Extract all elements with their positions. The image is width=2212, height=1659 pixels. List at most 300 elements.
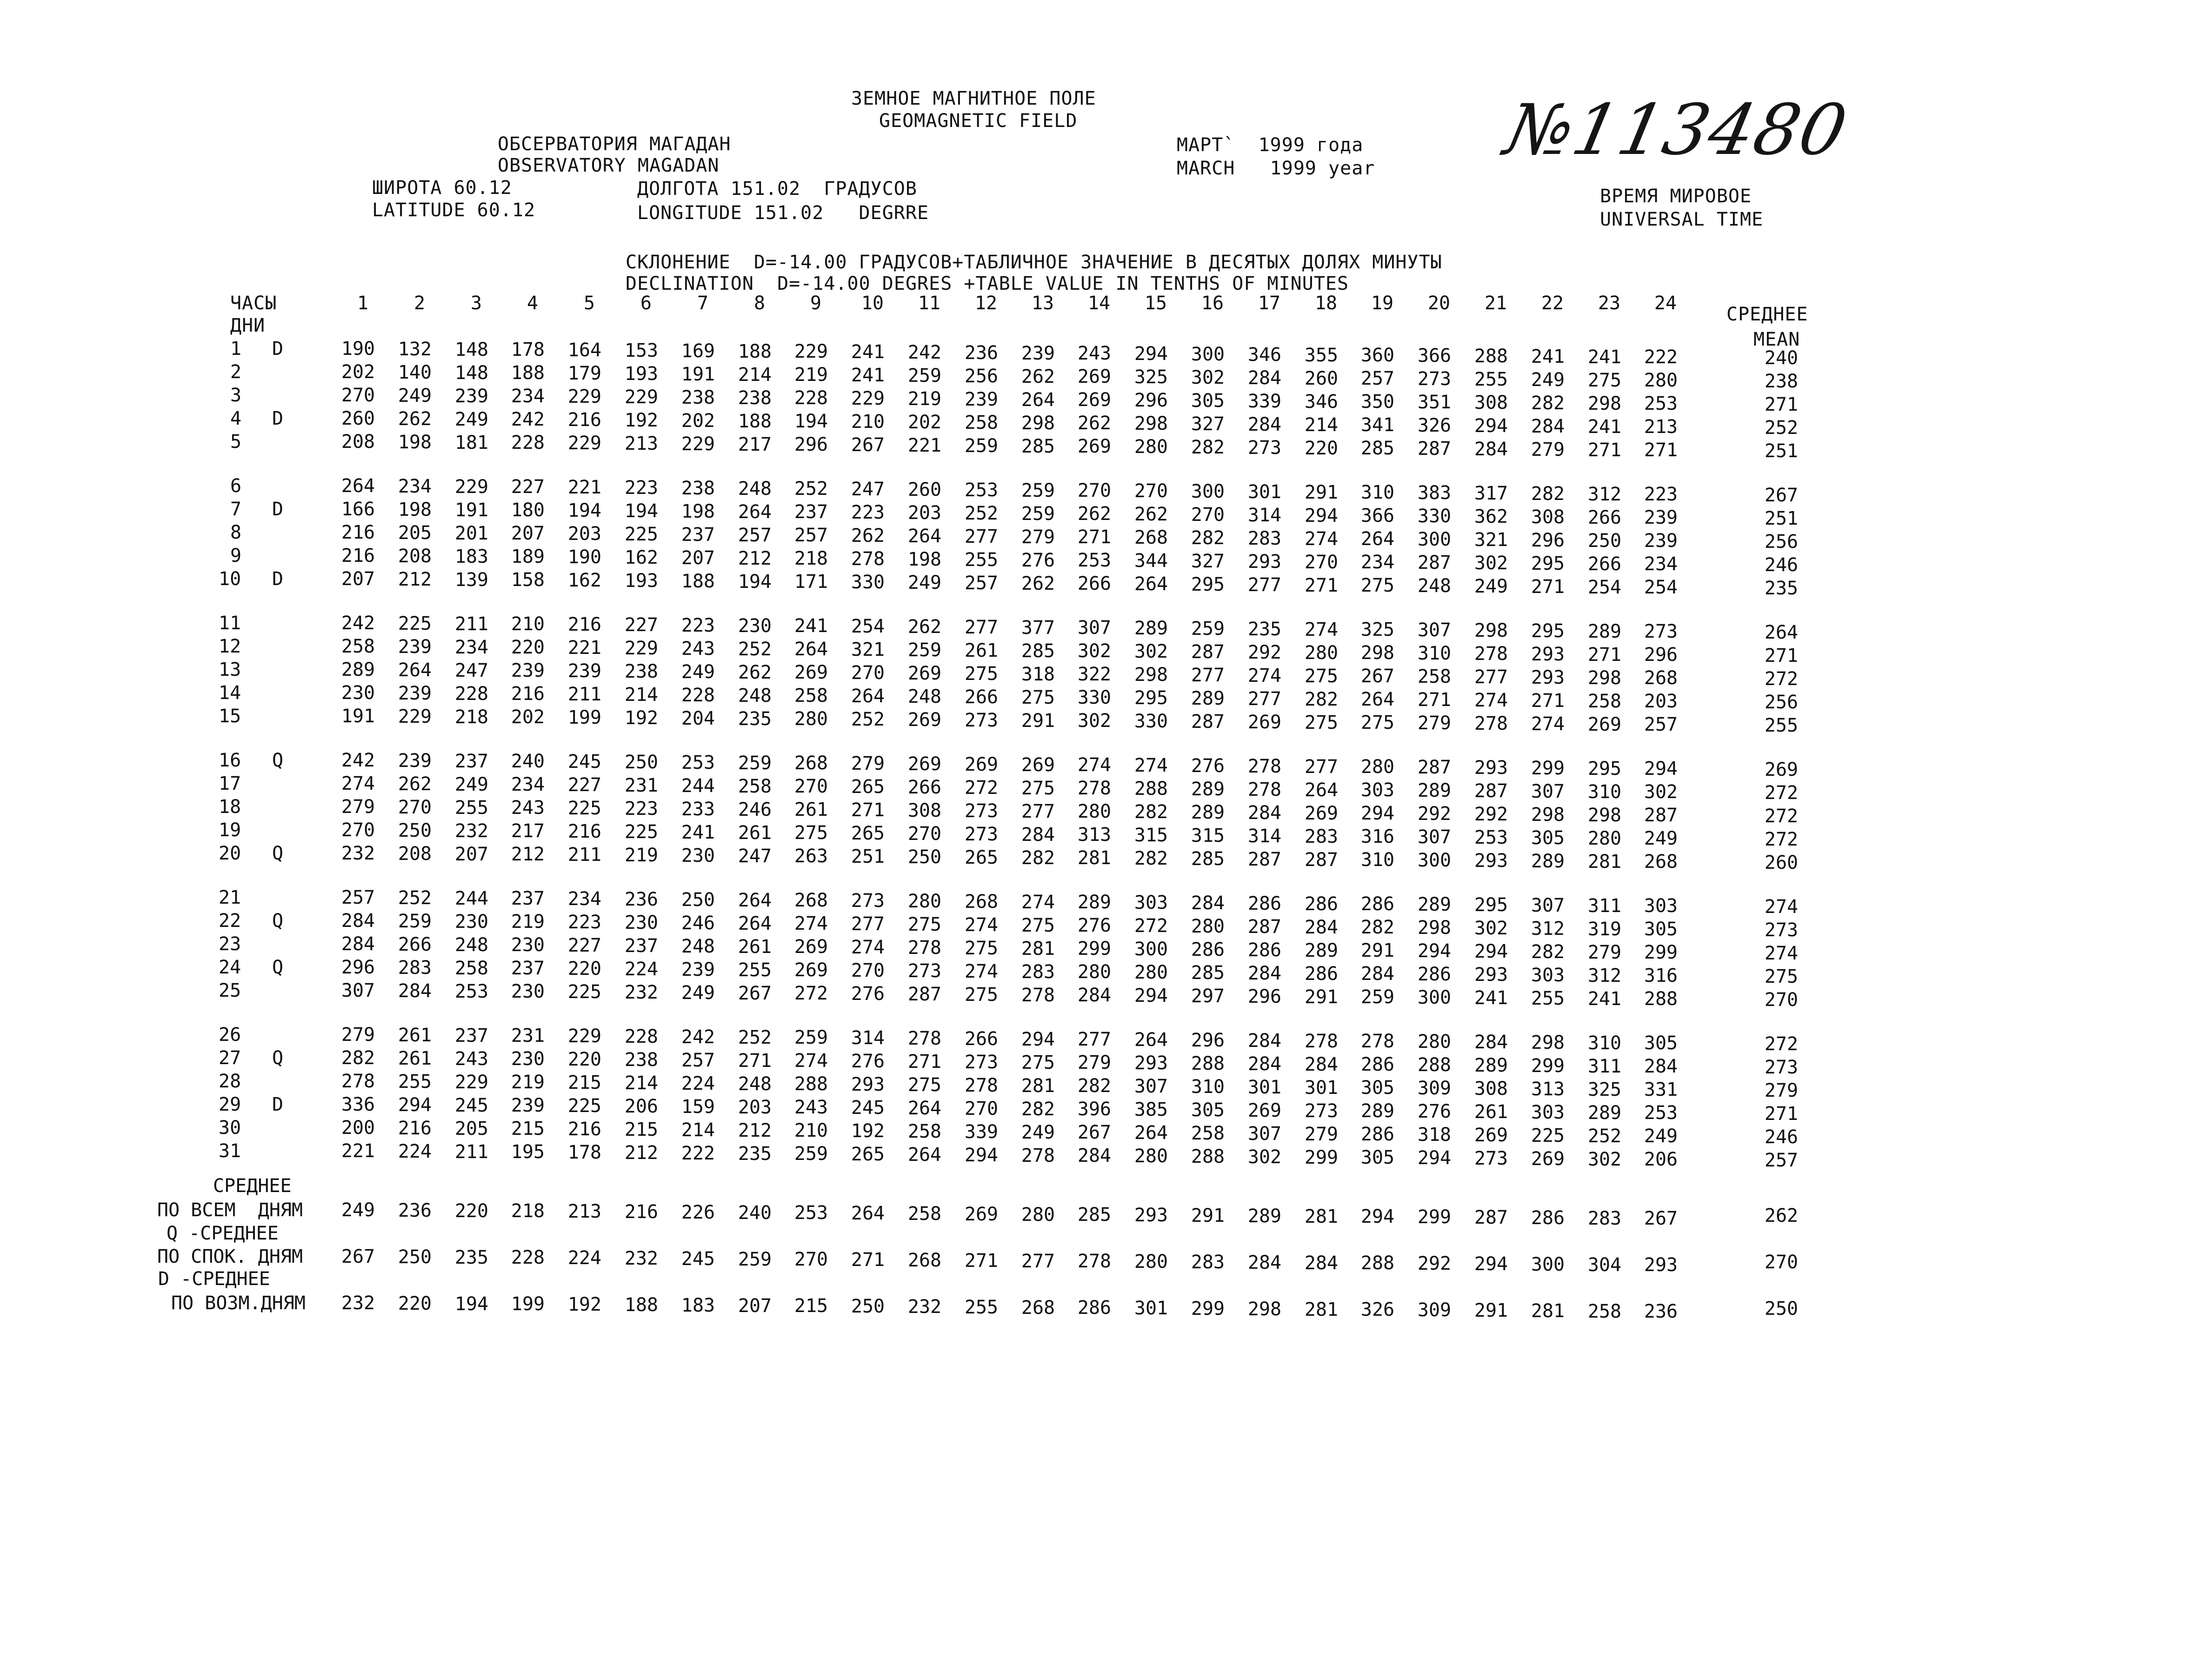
value-cell: 307 bbox=[1417, 620, 1452, 641]
value-cell: 266 bbox=[1077, 573, 1112, 594]
value-cell: 215 bbox=[511, 1118, 545, 1139]
value-cell: 239 bbox=[1021, 343, 1055, 364]
value-cell: 319 bbox=[1587, 919, 1622, 940]
hour-header-cell: 12 bbox=[974, 293, 998, 314]
value-cell: 228 bbox=[681, 685, 715, 706]
row-mean: 252 bbox=[1764, 417, 1799, 439]
value-cell: 275 bbox=[794, 822, 828, 844]
summary-value-cell: 293 bbox=[1644, 1254, 1678, 1276]
value-cell: 272 bbox=[1134, 915, 1168, 937]
value-cell: 192 bbox=[624, 707, 659, 729]
value-cell: 261 bbox=[398, 1025, 432, 1046]
row-mean: 238 bbox=[1764, 371, 1799, 392]
value-cell: 314 bbox=[851, 1027, 885, 1049]
summary-value-cell: 250 bbox=[851, 1296, 885, 1317]
value-cell: 239 bbox=[567, 660, 602, 682]
value-cell: 249 bbox=[1644, 828, 1678, 849]
value-cell: 289 bbox=[341, 659, 375, 680]
row-mean: 272 bbox=[1764, 668, 1799, 690]
value-cell: 211 bbox=[567, 684, 602, 705]
value-cell: 268 bbox=[1644, 667, 1678, 689]
value-cell: 234 bbox=[1360, 552, 1395, 573]
summary-value-cell: 280 bbox=[1134, 1251, 1168, 1273]
value-cell: 274 bbox=[1474, 690, 1508, 711]
value-cell: 225 bbox=[624, 524, 659, 545]
value-cell: 289 bbox=[1077, 892, 1112, 913]
value-cell: 270 bbox=[851, 960, 885, 981]
value-cell: 229 bbox=[454, 476, 489, 498]
value-cell: 310 bbox=[1191, 1076, 1225, 1098]
value-cell: 339 bbox=[1247, 391, 1282, 412]
summary-value-cell: 228 bbox=[511, 1247, 545, 1268]
value-cell: 274 bbox=[794, 1050, 828, 1072]
value-cell: 271 bbox=[1304, 575, 1339, 596]
value-cell: 305 bbox=[1360, 1147, 1395, 1168]
value-cell: 214 bbox=[738, 364, 772, 386]
day-number: 21 bbox=[219, 887, 241, 908]
value-cell: 296 bbox=[794, 434, 828, 455]
longitude-en: LONGITUDE 151.02 DEGRRE bbox=[637, 202, 929, 224]
summary-value-cell: 236 bbox=[398, 1200, 432, 1221]
value-cell: 218 bbox=[794, 548, 828, 569]
value-cell: 289 bbox=[1191, 779, 1225, 800]
hour-header-cell: 11 bbox=[918, 293, 941, 314]
value-cell: 274 bbox=[1304, 619, 1339, 640]
time-ru: ВРЕМЯ МИРОВОЕ bbox=[1600, 186, 1752, 207]
value-cell: 259 bbox=[907, 640, 942, 661]
value-cell: 199 bbox=[567, 707, 602, 728]
summary-value-cell: 301 bbox=[1134, 1298, 1168, 1319]
value-cell: 216 bbox=[341, 545, 375, 566]
value-cell: 270 bbox=[341, 820, 375, 841]
hour-header-cell: 23 bbox=[1598, 293, 1621, 314]
value-cell: 278 bbox=[851, 548, 885, 570]
value-cell: 258 bbox=[1417, 666, 1452, 687]
value-cell: 230 bbox=[511, 934, 545, 956]
value-cell: 188 bbox=[738, 411, 772, 432]
value-cell: 238 bbox=[624, 661, 659, 682]
value-cell: 292 bbox=[1417, 803, 1452, 825]
day-number: 15 bbox=[219, 706, 241, 727]
value-cell: 213 bbox=[624, 433, 659, 454]
value-cell: 279 bbox=[1417, 713, 1452, 734]
value-cell: 148 bbox=[454, 339, 489, 360]
summary-value-cell: 271 bbox=[964, 1250, 999, 1272]
value-cell: 293 bbox=[1531, 644, 1565, 665]
summary-value-cell: 304 bbox=[1587, 1254, 1622, 1276]
value-cell: 255 bbox=[1531, 988, 1565, 1009]
value-cell: 282 bbox=[1077, 1075, 1112, 1097]
value-cell: 220 bbox=[567, 958, 602, 979]
summary-label-top: D -СРЕДНЕЕ bbox=[158, 1268, 270, 1290]
value-cell: 206 bbox=[624, 1096, 659, 1117]
value-cell: 282 bbox=[341, 1047, 375, 1069]
value-cell: 311 bbox=[1587, 1056, 1622, 1077]
value-cell: 274 bbox=[1021, 892, 1055, 913]
value-cell: 221 bbox=[567, 637, 602, 659]
value-cell: 285 bbox=[1191, 962, 1225, 984]
day-flag: D bbox=[272, 499, 284, 520]
day-flag: Q bbox=[272, 750, 284, 771]
summary-value-cell: 245 bbox=[681, 1248, 715, 1270]
value-cell: 276 bbox=[1191, 755, 1225, 777]
value-cell: 225 bbox=[1531, 1125, 1565, 1146]
value-cell: 270 bbox=[1134, 480, 1168, 502]
row-mean: 256 bbox=[1764, 531, 1799, 553]
value-cell: 273 bbox=[964, 824, 999, 845]
value-cell: 270 bbox=[1191, 504, 1225, 526]
value-cell: 258 bbox=[1191, 1123, 1225, 1144]
value-cell: 259 bbox=[907, 365, 942, 386]
value-cell: 148 bbox=[454, 362, 489, 384]
summary-value-cell: 253 bbox=[794, 1202, 828, 1224]
value-cell: 344 bbox=[1134, 550, 1168, 572]
value-cell: 191 bbox=[454, 500, 489, 521]
value-cell: 266 bbox=[1587, 553, 1622, 575]
value-cell: 273 bbox=[1644, 621, 1678, 642]
summary-value-cell: 281 bbox=[1304, 1299, 1339, 1320]
value-cell: 235 bbox=[1247, 619, 1282, 640]
value-cell: 280 bbox=[907, 891, 942, 912]
hour-header-cell: 8 bbox=[753, 293, 766, 314]
value-cell: 275 bbox=[1021, 1052, 1055, 1073]
summary-value-cell: 280 bbox=[1021, 1204, 1055, 1226]
day-flag: Q bbox=[272, 1047, 284, 1069]
value-cell: 198 bbox=[398, 432, 432, 453]
value-cell: 239 bbox=[681, 959, 715, 980]
value-cell: 305 bbox=[1191, 1099, 1225, 1121]
value-cell: 300 bbox=[1134, 939, 1168, 960]
day-flag: D bbox=[272, 1094, 284, 1115]
value-cell: 192 bbox=[624, 410, 659, 431]
value-cell: 223 bbox=[624, 798, 659, 820]
value-cell: 280 bbox=[1134, 962, 1168, 983]
value-cell: 203 bbox=[567, 523, 602, 545]
value-cell: 208 bbox=[398, 843, 432, 865]
value-cell: 248 bbox=[738, 478, 772, 500]
value-cell: 321 bbox=[851, 639, 885, 660]
value-cell: 330 bbox=[1134, 711, 1168, 732]
value-cell: 270 bbox=[907, 823, 942, 845]
value-cell: 234 bbox=[511, 774, 545, 795]
value-cell: 271 bbox=[1077, 526, 1112, 548]
value-cell: 302 bbox=[1077, 710, 1112, 732]
value-cell: 278 bbox=[907, 1028, 942, 1049]
row-mean: 279 bbox=[1764, 1080, 1799, 1101]
value-cell: 235 bbox=[738, 708, 772, 730]
value-cell: 286 bbox=[1191, 939, 1225, 960]
value-cell: 247 bbox=[454, 660, 489, 681]
value-cell: 273 bbox=[1304, 1100, 1339, 1122]
value-cell: 298 bbox=[1134, 664, 1168, 686]
value-cell: 252 bbox=[398, 887, 432, 909]
value-cell: 305 bbox=[1360, 1077, 1395, 1099]
value-cell: 211 bbox=[567, 844, 602, 866]
value-cell: 219 bbox=[907, 388, 942, 410]
value-cell: 219 bbox=[794, 364, 828, 386]
declination-en: DECLINATION D=-14.00 DEGRES +TABLE VALUE IN TENTHS OF MINUTES bbox=[626, 273, 1349, 294]
value-cell: 298 bbox=[1360, 642, 1395, 664]
value-cell: 289 bbox=[1360, 1100, 1395, 1122]
value-cell: 275 bbox=[907, 1074, 942, 1096]
value-cell: 293 bbox=[1531, 667, 1565, 688]
summary-value-cell: 236 bbox=[1644, 1301, 1678, 1322]
value-cell: 269 bbox=[1021, 754, 1055, 776]
summary-value-cell: 293 bbox=[1134, 1205, 1168, 1226]
day-flag: Q bbox=[272, 957, 284, 978]
value-cell: 204 bbox=[681, 708, 715, 729]
value-cell: 183 bbox=[454, 546, 489, 567]
value-cell: 162 bbox=[567, 570, 602, 591]
row-mean: 271 bbox=[1764, 1103, 1799, 1125]
value-cell: 259 bbox=[738, 753, 772, 774]
summary-value-cell: 259 bbox=[738, 1249, 772, 1270]
value-cell: 294 bbox=[1021, 1029, 1055, 1050]
value-cell: 289 bbox=[1191, 688, 1225, 709]
summary-value-cell: 250 bbox=[398, 1246, 432, 1268]
value-cell: 252 bbox=[738, 639, 772, 660]
row-mean: 270 bbox=[1764, 989, 1799, 1011]
value-cell: 207 bbox=[511, 523, 545, 544]
value-cell: 278 bbox=[1021, 1145, 1055, 1166]
value-cell: 259 bbox=[1021, 480, 1055, 501]
value-cell: 239 bbox=[511, 1095, 545, 1116]
value-cell: 239 bbox=[1644, 507, 1678, 528]
value-cell: 295 bbox=[1531, 620, 1565, 642]
value-cell: 264 bbox=[738, 913, 772, 934]
value-cell: 298 bbox=[1531, 804, 1565, 826]
value-cell: 212 bbox=[624, 1142, 659, 1164]
value-cell: 238 bbox=[681, 387, 715, 408]
row-mean: 272 bbox=[1764, 782, 1799, 804]
value-cell: 181 bbox=[454, 432, 489, 453]
day-number: 7 bbox=[230, 499, 242, 520]
value-cell: 310 bbox=[1587, 1033, 1622, 1054]
value-cell: 278 bbox=[1021, 985, 1055, 1006]
value-cell: 298 bbox=[1587, 393, 1622, 414]
value-cell: 253 bbox=[1644, 393, 1678, 414]
value-cell: 264 bbox=[907, 1098, 942, 1119]
row-mean: 240 bbox=[1764, 347, 1799, 369]
value-cell: 284 bbox=[1021, 824, 1055, 846]
value-cell: 268 bbox=[794, 753, 828, 774]
summary-value-cell: 215 bbox=[794, 1295, 828, 1317]
value-cell: 153 bbox=[624, 340, 659, 361]
value-cell: 298 bbox=[1021, 413, 1055, 434]
value-cell: 281 bbox=[1021, 1075, 1055, 1097]
value-cell: 266 bbox=[964, 686, 999, 708]
value-cell: 269 bbox=[964, 754, 999, 775]
value-cell: 250 bbox=[681, 889, 715, 911]
value-cell: 273 bbox=[907, 960, 942, 982]
value-cell: 299 bbox=[1531, 1055, 1565, 1077]
value-cell: 302 bbox=[1191, 367, 1225, 388]
value-cell: 237 bbox=[454, 1025, 489, 1046]
value-cell: 309 bbox=[1417, 1078, 1452, 1099]
value-cell: 307 bbox=[341, 980, 375, 1001]
day-flag: D bbox=[272, 568, 284, 590]
value-cell: 214 bbox=[624, 1073, 659, 1094]
day-number: 26 bbox=[219, 1024, 241, 1046]
value-cell: 302 bbox=[1134, 641, 1168, 662]
value-cell: 250 bbox=[398, 820, 432, 841]
summary-value-cell: 286 bbox=[1077, 1297, 1112, 1319]
value-cell: 216 bbox=[341, 522, 375, 543]
summary-value-cell: 224 bbox=[567, 1247, 602, 1269]
value-cell: 264 bbox=[1134, 573, 1168, 595]
value-cell: 296 bbox=[341, 957, 375, 978]
value-cell: 227 bbox=[511, 476, 545, 498]
value-cell: 285 bbox=[1360, 438, 1395, 459]
value-cell: 311 bbox=[1587, 895, 1622, 917]
value-cell: 252 bbox=[794, 478, 828, 500]
value-cell: 281 bbox=[1077, 847, 1112, 869]
value-cell: 253 bbox=[1644, 1102, 1678, 1124]
value-cell: 289 bbox=[1191, 802, 1225, 823]
value-cell: 262 bbox=[907, 616, 942, 638]
value-cell: 293 bbox=[1474, 850, 1508, 872]
value-cell: 275 bbox=[964, 984, 999, 1006]
value-cell: 246 bbox=[681, 913, 715, 934]
value-cell: 229 bbox=[454, 1072, 489, 1093]
value-cell: 331 bbox=[1644, 1079, 1678, 1100]
value-cell: 248 bbox=[454, 934, 489, 956]
value-cell: 222 bbox=[681, 1143, 715, 1164]
mean-label-en: MEAN bbox=[1753, 329, 1800, 350]
day-number: 13 bbox=[219, 659, 241, 680]
summary-value-cell: 240 bbox=[738, 1202, 772, 1224]
value-cell: 287 bbox=[1417, 757, 1452, 778]
summary-value-cell: 220 bbox=[398, 1293, 432, 1314]
value-cell: 277 bbox=[851, 913, 885, 935]
value-cell: 295 bbox=[1191, 574, 1225, 595]
value-cell: 271 bbox=[1417, 689, 1452, 711]
value-cell: 289 bbox=[1134, 618, 1168, 639]
value-cell: 284 bbox=[341, 933, 375, 955]
value-cell: 230 bbox=[511, 981, 545, 1002]
summary-value-cell: 188 bbox=[624, 1294, 659, 1316]
value-cell: 396 bbox=[1077, 1099, 1112, 1120]
value-cell: 275 bbox=[1304, 666, 1339, 687]
value-cell: 274 bbox=[1247, 665, 1282, 686]
value-cell: 203 bbox=[738, 1097, 772, 1118]
value-cell: 276 bbox=[1021, 550, 1055, 571]
value-cell: 193 bbox=[624, 570, 659, 592]
value-cell: 211 bbox=[454, 613, 489, 635]
value-cell: 269 bbox=[794, 662, 828, 683]
value-cell: 234 bbox=[398, 476, 432, 497]
value-cell: 286 bbox=[1304, 963, 1339, 985]
day-number: 5 bbox=[230, 431, 242, 453]
value-cell: 276 bbox=[1417, 1101, 1452, 1122]
value-cell: 262 bbox=[398, 773, 432, 795]
summary-label: ПО ВОЗМ.ДНЯМ bbox=[171, 1293, 306, 1314]
value-cell: 277 bbox=[964, 526, 999, 547]
value-cell: 282 bbox=[1134, 801, 1168, 823]
value-cell: 300 bbox=[1417, 850, 1452, 871]
hour-header-cell: 16 bbox=[1201, 293, 1224, 314]
value-cell: 257 bbox=[964, 573, 999, 594]
summary-value-cell: 264 bbox=[851, 1203, 885, 1224]
value-cell: 237 bbox=[794, 501, 828, 523]
value-cell: 264 bbox=[398, 660, 432, 681]
value-cell: 293 bbox=[1134, 1053, 1168, 1074]
value-cell: 315 bbox=[1134, 825, 1168, 846]
value-cell: 275 bbox=[1360, 575, 1395, 596]
value-cell: 377 bbox=[1021, 617, 1055, 639]
value-cell: 269 bbox=[1587, 714, 1622, 735]
hour-header-cell: 24 bbox=[1654, 293, 1677, 314]
value-cell: 253 bbox=[1474, 827, 1508, 848]
value-cell: 229 bbox=[851, 388, 885, 409]
value-cell: 303 bbox=[1360, 780, 1395, 801]
value-cell: 275 bbox=[907, 914, 942, 935]
value-cell: 248 bbox=[1417, 575, 1452, 597]
day-number: 20 bbox=[219, 843, 241, 864]
row-mean: 274 bbox=[1764, 896, 1799, 918]
value-cell: 253 bbox=[964, 480, 999, 501]
value-cell: 282 bbox=[1304, 689, 1339, 710]
value-cell: 298 bbox=[1531, 1032, 1565, 1053]
value-cell: 313 bbox=[1077, 824, 1112, 846]
summary-value-cell: 269 bbox=[964, 1204, 999, 1225]
value-cell: 269 bbox=[1077, 366, 1112, 387]
value-cell: 302 bbox=[1644, 781, 1678, 803]
value-cell: 267 bbox=[1360, 666, 1395, 687]
value-cell: 284 bbox=[1247, 963, 1282, 984]
day-number: 11 bbox=[219, 613, 241, 634]
value-cell: 274 bbox=[341, 773, 375, 794]
value-cell: 232 bbox=[624, 982, 659, 1003]
value-cell: 216 bbox=[511, 683, 545, 705]
value-cell: 307 bbox=[1077, 617, 1112, 639]
month-ru: МАРТ` 1999 года bbox=[1177, 134, 1364, 156]
value-cell: 273 bbox=[964, 1052, 999, 1073]
value-cell: 247 bbox=[851, 479, 885, 500]
value-cell: 241 bbox=[1587, 346, 1622, 368]
value-cell: 262 bbox=[738, 662, 772, 683]
summary-value-cell: 270 bbox=[794, 1249, 828, 1270]
value-cell: 285 bbox=[1191, 848, 1225, 870]
value-cell: 307 bbox=[1531, 895, 1565, 916]
value-cell: 275 bbox=[1021, 687, 1055, 708]
summary-value-cell: 300 bbox=[1531, 1254, 1565, 1275]
day-number: 30 bbox=[219, 1117, 241, 1139]
value-cell: 242 bbox=[511, 409, 545, 430]
value-cell: 325 bbox=[1360, 619, 1395, 640]
value-cell: 257 bbox=[1644, 714, 1678, 735]
days-label: ДНИ bbox=[230, 315, 266, 336]
value-cell: 280 bbox=[1417, 1031, 1452, 1053]
value-cell: 223 bbox=[624, 477, 659, 499]
value-cell: 350 bbox=[1360, 391, 1395, 413]
row-mean: 256 bbox=[1764, 692, 1799, 713]
value-cell: 294 bbox=[1134, 343, 1168, 365]
value-cell: 195 bbox=[511, 1141, 545, 1163]
value-cell: 313 bbox=[1531, 1079, 1565, 1100]
handwritten-archive-number: №113480 bbox=[1498, 90, 1855, 171]
value-cell: 194 bbox=[738, 571, 772, 593]
summary-value-cell: 232 bbox=[907, 1296, 942, 1318]
value-cell: 207 bbox=[341, 568, 375, 590]
value-cell: 295 bbox=[1134, 687, 1168, 709]
value-cell: 279 bbox=[851, 753, 885, 774]
hour-header-cell: 10 bbox=[861, 293, 884, 314]
mean-label-ru: СРЕДНЕЕ bbox=[1726, 304, 1808, 325]
value-cell: 249 bbox=[907, 572, 942, 593]
value-cell: 282 bbox=[1191, 527, 1225, 549]
value-cell: 198 bbox=[907, 549, 942, 570]
